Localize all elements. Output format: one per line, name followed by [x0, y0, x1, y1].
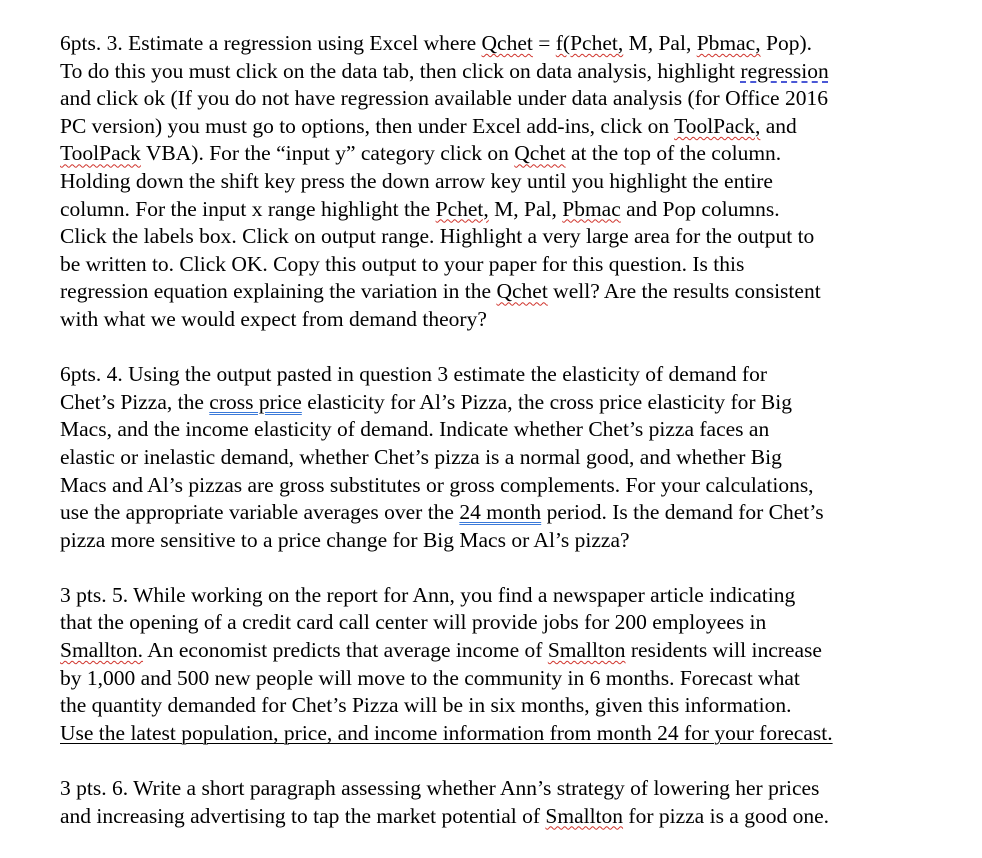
- q4-line-5: Macs and Al’s pizzas are gross substitutes or gross complements. For your calculations,: [60, 472, 814, 497]
- q5-line-2: that the opening of a credit card call center will provide jobs for 200 employees in: [60, 610, 767, 635]
- misspelled-word[interactable]: Smallton.: [60, 638, 144, 663]
- grammar-flagged-phrase[interactable]: 24 month: [459, 500, 542, 525]
- q4-line-7: pizza more sensitive to a price change for Big Macs or Al’s pizza?: [60, 527, 630, 552]
- q3-line-11: with what we would expect from demand theory?: [60, 306, 487, 331]
- text-run: Pop).: [760, 31, 812, 55]
- q3-line-3: and click ok (If you do not have regression available under data analysis (for Office 2016: [60, 86, 828, 111]
- text-run: Chet’s Pizza, the: [60, 389, 210, 414]
- q3-line-10: [60, 278, 940, 306]
- misspelled-word[interactable]: Smallton: [547, 638, 626, 663]
- q5-line-4: by 1,000 and 500 new people will move to the community in 6 months. Forecast what: [60, 665, 800, 690]
- q3-line-5: [60, 140, 940, 168]
- text-run: at the top of the column.: [565, 141, 782, 166]
- grammar-flagged-phrase[interactable]: cross price: [209, 389, 302, 414]
- q3-line-6: Holding down the shift key press the down arrow key until you highlight the entire: [60, 168, 773, 193]
- text-run: regression equation explaining the variation in the: [60, 279, 497, 304]
- text-run: To do this you must click on the data tab, then click on data analysis, highlight: [60, 58, 741, 83]
- text-run: well? Are the results consistent: [547, 279, 821, 304]
- q5-line-1: 3 pts. 5. While working on the report for Ann, you find a newspaper article indicating: [60, 582, 796, 607]
- q6-line-2: [60, 803, 940, 831]
- q4-line-6: [60, 499, 940, 527]
- misspelled-word[interactable]: Pbmac: [562, 196, 621, 221]
- text-run: PC version) you must go to options, then under Excel add-ins, click on: [60, 113, 675, 138]
- text-run: and increasing advertising to tap the market potential of: [60, 803, 546, 828]
- misspelled-word[interactable]: ToolPack,: [674, 113, 761, 138]
- q4-line-2: [60, 389, 940, 417]
- misspelled-word[interactable]: Pchet,: [435, 196, 489, 221]
- text-run: and Pop columns.: [620, 196, 780, 221]
- q3-line-4: [60, 113, 940, 141]
- q4-line-1: 6pts. 4. Using the output pasted in question 3 estimate the elasticity of demand for: [60, 362, 767, 387]
- misspelled-word[interactable]: f(Pchet,: [555, 31, 624, 55]
- misspelled-word[interactable]: Qchet: [496, 279, 548, 304]
- q6-line-1: 3 pts. 6. Write a short paragraph assessing whether Ann’s strategy of lowering her prices: [60, 776, 820, 801]
- text-run: use the appropriate variable averages over the: [60, 500, 460, 525]
- text-run: residents will increase: [625, 638, 822, 663]
- misspelled-word[interactable]: Smallton: [545, 803, 624, 828]
- q3-line-2: [60, 58, 940, 86]
- q3-line-7: [60, 196, 940, 224]
- misspelled-word[interactable]: Qchet: [481, 31, 533, 55]
- text-run: and: [760, 113, 797, 138]
- text-run: period. Is the demand for Chet’s: [541, 500, 824, 525]
- text-run: An economist predicts that average income of: [143, 638, 548, 663]
- text-run: elasticity for Al’s Pizza, the cross price elasticity for Big: [301, 389, 792, 414]
- q3-line-1: [60, 30, 940, 58]
- question-4: [60, 361, 940, 554]
- text-run: for pizza is a good one.: [623, 803, 830, 828]
- text-run: VBA). For the “input y” category click on: [140, 141, 515, 166]
- text-run: 6pts. 3. Estimate a regression using Excel where: [60, 31, 482, 55]
- grammar-flagged-word[interactable]: regression: [740, 58, 829, 83]
- q5-line-3: [60, 637, 940, 665]
- q4-line-4: elastic or inelastic demand, whether Chet’s pizza is a normal good, and whether Big: [60, 444, 782, 469]
- text-run: M, Pal,: [623, 31, 697, 55]
- q5-line-6: Use the latest population, price, and income information from month 24 for your forecast.: [60, 720, 833, 745]
- text-run: =: [532, 31, 556, 55]
- document-body: [60, 30, 940, 858]
- question-5: [60, 582, 940, 748]
- q3-line-9: be written to. Click OK. Copy this output to your paper for this question. Is this: [60, 251, 745, 276]
- q5-line-5: the quantity demanded for Chet’s Pizza will be in six months, given this information.: [60, 693, 792, 718]
- q4-line-3: Macs, and the income elasticity of demand. Indicate whether Chet’s pizza faces an: [60, 417, 770, 442]
- question-3: [60, 30, 940, 334]
- q3-line-8: Click the labels box. Click on output range. Highlight a very large area for the output to: [60, 224, 815, 249]
- text-run: column. For the input x range highlight the: [60, 196, 436, 221]
- misspelled-word[interactable]: Pbmac,: [696, 31, 761, 55]
- misspelled-word[interactable]: ToolPack: [60, 141, 141, 166]
- text-run: M, Pal,: [488, 196, 563, 221]
- question-6: [60, 775, 940, 830]
- misspelled-word[interactable]: Qchet: [514, 141, 566, 166]
